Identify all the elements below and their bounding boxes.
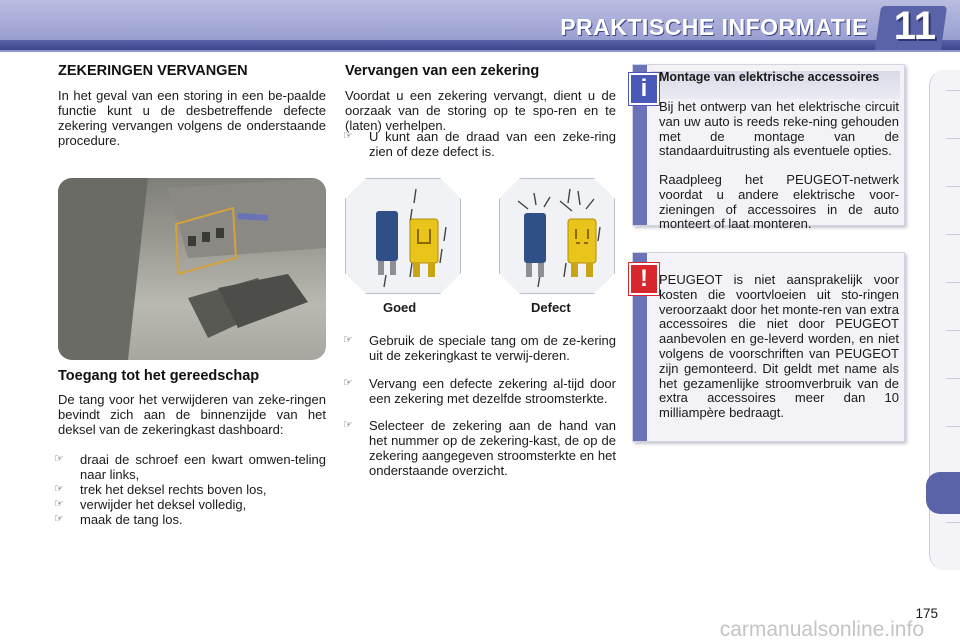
tab-divider (946, 378, 960, 379)
bullet-icon: ☞ (54, 453, 64, 465)
bullet-icon: ☞ (54, 498, 64, 510)
fuse-defect-illustration (500, 179, 614, 293)
page-title: PRAKTISCHE INFORMATIE (560, 14, 868, 40)
fuse-defect-label: Defect (531, 300, 571, 315)
replace-intro: Voordat u een zekering vervangt, dient u de oorzaak van de storing op te spo-ren en te (laten) verhelpen. (345, 88, 616, 133)
warning-text: PEUGEOT is niet aansprakelijk voor kosten die voortvloeien uit sto-ringen veroorzaakt door het monte-ren van extra accessoires die niet door PEUGEOT aanbevolen en ge-leverd worden, en niet volgens de voorschriften van PEUGEOT zijn gemonteerd. Dit geldt met name als het gezamenlijke stroomverbruik van de extra accessoires meer dan 10 milliampère bedraagt. (659, 272, 899, 421)
list-item: ☞ maak de tang los. (54, 512, 183, 527)
replace-heading: Vervangen van een zekering (345, 63, 540, 79)
list-item: ☞ trek het deksel rechts boven los, (54, 482, 267, 497)
tab-divider (946, 90, 960, 91)
info-paragraph: Bij het ontwerp van het elektrische circuit van uw auto is reeds reke-ning gehouden met de montage van de standaarduitrusting als eventuele opties. (659, 99, 899, 159)
info-box-title: Montage van elektrische accessoires (659, 70, 880, 84)
bullet-icon: ☞ (343, 334, 353, 346)
tab-divider (946, 282, 960, 283)
chapter-number: 11 (893, 4, 936, 48)
dashboard-illustration (58, 178, 326, 360)
warning-box (632, 252, 905, 442)
tab-divider (946, 138, 960, 139)
list-item: ☞ Gebruik de speciale tang om de ze-kering uit de zekeringkast te verwij-deren. (343, 333, 616, 363)
section-heading: ZEKERINGEN VERVANGEN (58, 63, 248, 79)
fuse-good-label: Goed (383, 300, 417, 315)
info-box (632, 64, 905, 232)
tool-intro: De tang voor het verwijderen van zeke-ringen bevindt zich aan de binnenzijde van het deksel van de zekeringkast dashboard: (58, 392, 326, 437)
bullet-icon: ☞ (343, 130, 353, 142)
fusebox-photo (58, 178, 326, 360)
page-number: 175 (915, 606, 938, 621)
active-chapter-tab[interactable] (926, 472, 960, 514)
list-item: ☞ verwijder het deksel volledig, (54, 497, 247, 512)
header-band (0, 40, 960, 50)
bullet-icon: ☞ (343, 377, 353, 389)
tab-divider (946, 522, 960, 523)
warning-icon: ! (629, 263, 659, 295)
tab-divider (946, 426, 960, 427)
intro-paragraph: In het geval van een storing in een be-paalde functie kunt u de desbetreffende defecte zekering vervangen volgens de onderstaande procedure. (58, 88, 326, 148)
list-item: ☞ Selecteer de zekering aan de hand van het nummer op de zekering-kast, de op de zekering aangegeven stroomsterkte en het onderstaande overzicht. (343, 418, 616, 478)
list-item: ☞ draai de schroef een kwart omwen-teling naar links, (54, 452, 326, 482)
tool-heading: Toegang tot het gereedschap (58, 368, 260, 384)
list-item: ☞ U kunt aan de draad van een zeke-ring zien of deze defect is. (343, 129, 616, 159)
bullet-icon: ☞ (343, 419, 353, 431)
tab-divider (946, 234, 960, 235)
bullet-icon: ☞ (54, 483, 64, 495)
fuse-good-illustration (346, 179, 460, 293)
watermark: carmanualsonline.info (719, 618, 924, 641)
fuse-good-frame (345, 178, 461, 294)
info-icon: i (629, 73, 659, 105)
bullet-icon: ☞ (54, 513, 64, 525)
tab-divider (946, 330, 960, 331)
info-paragraph: Raadpleeg het PEUGEOT-netwerk voordat u andere elektrische voor-zieningen of accessoires in de auto monteert of laat monteren. (659, 172, 899, 232)
fuse-defect-frame (499, 178, 615, 294)
tab-divider (946, 186, 960, 187)
list-item: ☞ Vervang een defecte zekering al-tijd door een zekering met dezelfde stroomsterkte. (343, 376, 616, 406)
